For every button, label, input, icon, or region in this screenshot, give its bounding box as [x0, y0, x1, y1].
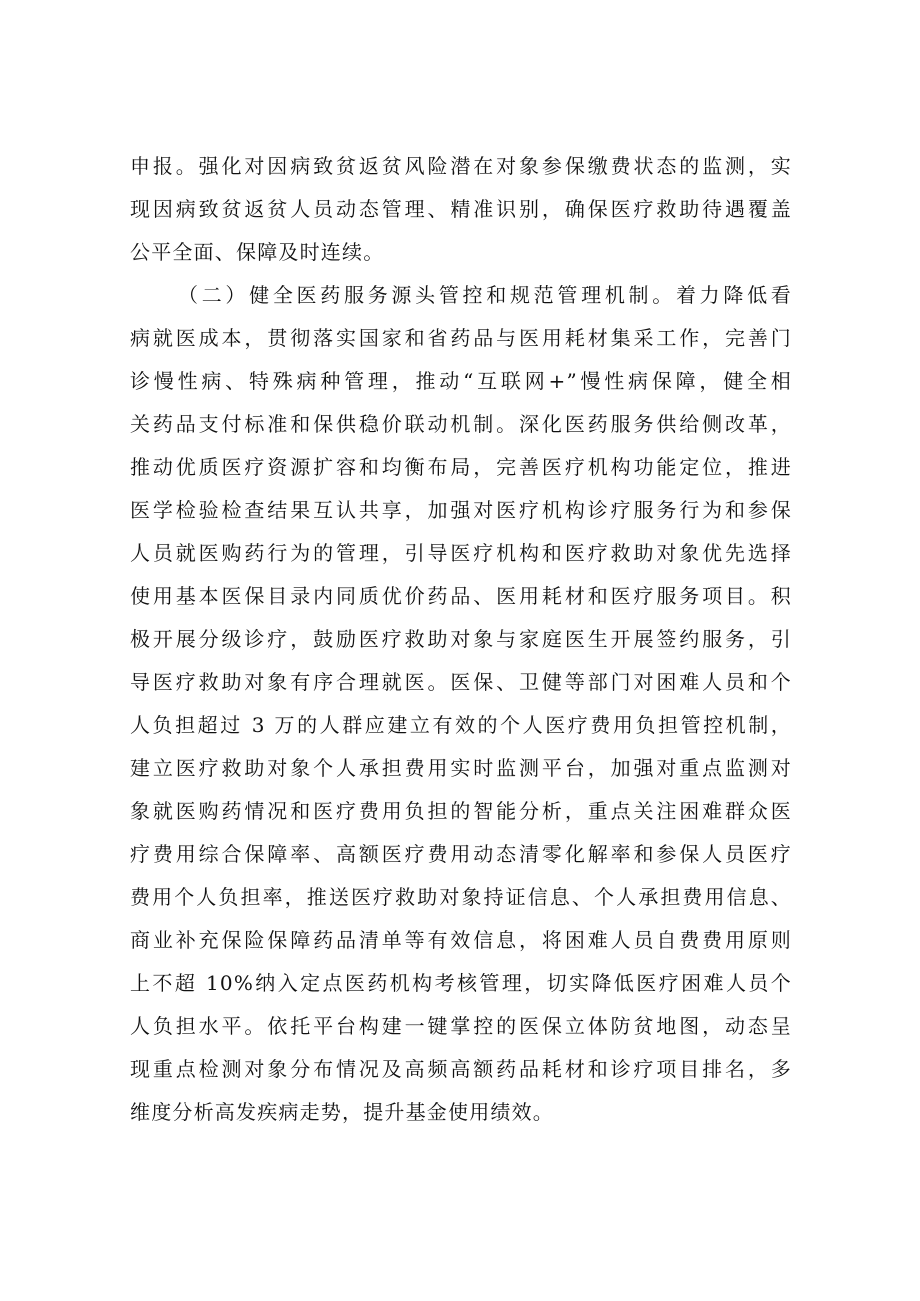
paragraph-2-line: 使用基本医保目录内同质优价药品、医用耗材和医疗服务项目。积 [130, 584, 792, 608]
paragraph-2-line: 人员就医购药行为的管理，引导医疗机构和医疗救助对象优先选择 [130, 541, 792, 565]
paragraph-2-line: 关药品支付标准和保供稳价联动机制。深化医药服务供给侧改革， [130, 412, 792, 436]
paragraph-2-line: 病就医成本，贯彻落实国家和省药品与医用耗材集采工作，完善门 [130, 326, 792, 350]
paragraph-2-line: 疗费用综合保障率、高额医疗费用动态清零化解率和参保人员医疗 [130, 842, 792, 866]
paragraph-2-line: 人负担超过 3 万的人群应建立有效的个人医疗费用负担管控机制， [130, 713, 792, 737]
paragraph-1 [130, 145, 792, 274]
paragraph-2-line: 诊慢性病、特殊病种管理，推动“互联网+”慢性病保障，健全相 [130, 369, 792, 393]
paragraph-2-line: 现重点检测对象分布情况及高频高额药品耗材和诊疗项目排名，多 [130, 1057, 792, 1081]
paragraph-1-line: 现因病致贫返贫人员动态管理、精准识别，确保医疗救助待遇覆盖 [130, 197, 792, 221]
paragraph-2-line: 象就医购药情况和医疗费用负担的智能分析，重点关注困难群众医 [130, 799, 792, 823]
paragraph-2-line: 人负担水平。依托平台构建一键掌控的医保立体防贫地图，动态呈 [130, 1014, 792, 1038]
paragraph-2-line: （二）健全医药服务源头管控和规范管理机制。着力降低看 [178, 283, 792, 307]
paragraph-2-line: 费用个人负担率，推送医疗救助对象持证信息、个人承担费用信息、 [130, 885, 792, 909]
paragraph-2-line: 极开展分级诊疗，鼓励医疗救助对象与家庭医生开展签约服务，引 [130, 627, 792, 651]
paragraph-1-line: 申报。强化对因病致贫返贫风险潜在对象参保缴费状态的监测，实 [130, 154, 792, 178]
paragraph-2-line: 建立医疗救助对象个人承担费用实时监测平台，加强对重点监测对 [130, 756, 792, 780]
paragraph-2-line: 导医疗救助对象有序合理就医。医保、卫健等部门对困难人员和个 [130, 670, 792, 694]
paragraph-2-line: 上不超 10%纳入定点医药机构考核管理，切实降低医疗困难人员个 [130, 971, 792, 995]
paragraph-2 [130, 274, 792, 1134]
paragraph-1-line: 公平全面、保障及时连续。 [130, 240, 385, 264]
paragraph-2-line: 医学检验检查结果互认共享，加强对医疗机构诊疗服务行为和参保 [130, 498, 792, 522]
paragraph-2-line: 维度分析高发疾病走势，提升基金使用绩效。 [130, 1100, 554, 1124]
body-text [130, 145, 792, 1134]
paragraph-2-line: 商业补充保险保障药品清单等有效信息，将困难人员自费费用原则 [130, 928, 792, 952]
paragraph-2-line: 推动优质医疗资源扩容和均衡布局，完善医疗机构功能定位，推进 [130, 455, 792, 479]
